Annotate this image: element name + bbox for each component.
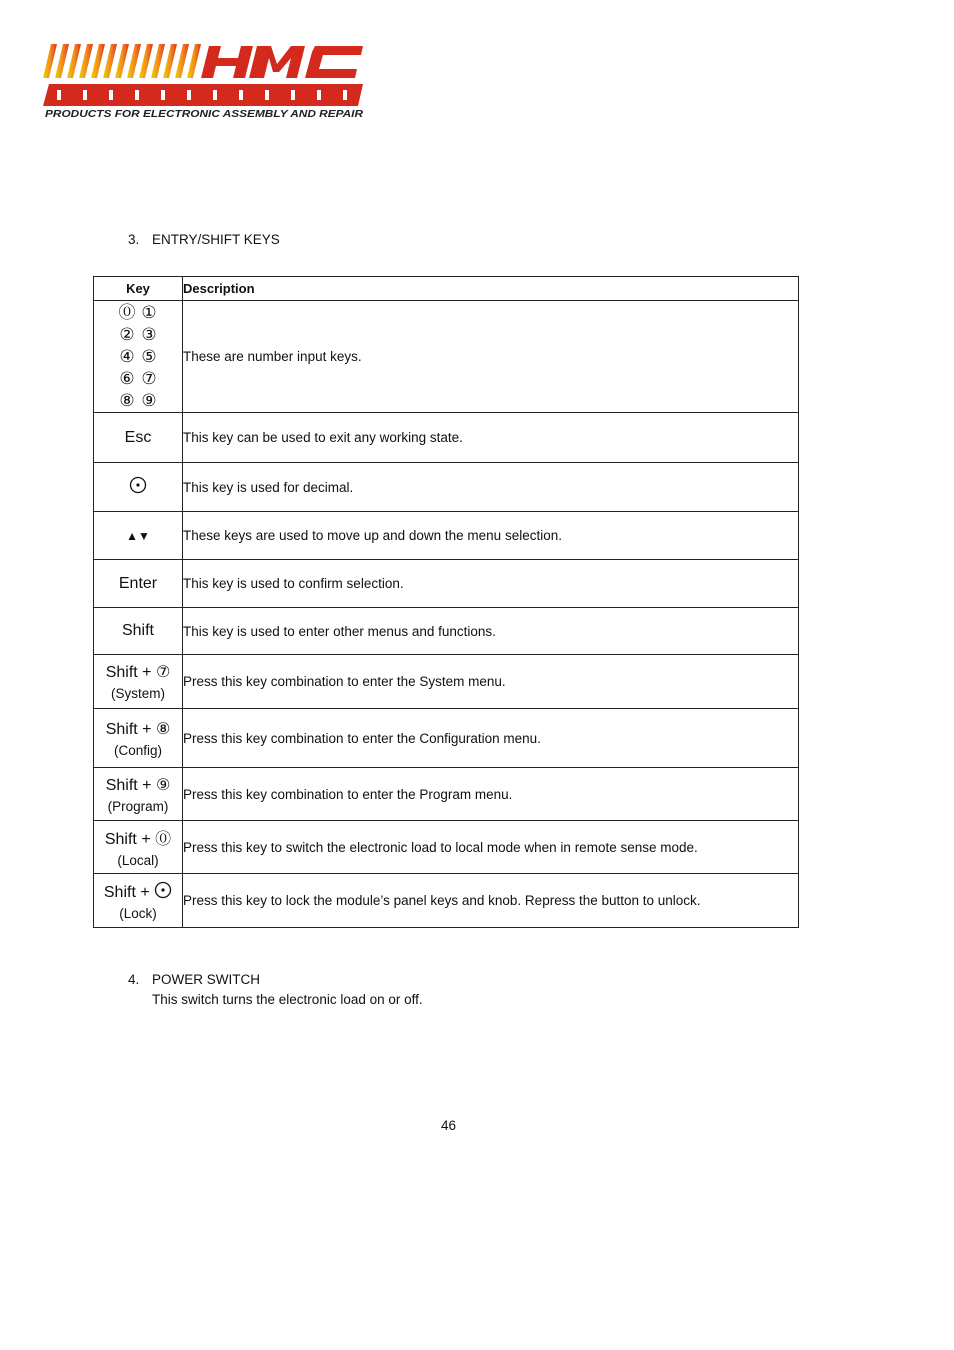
key-combo: Shift + ⑨ [105, 776, 171, 794]
key-cell: Enter [94, 560, 183, 608]
digit-key-2: ② [119, 324, 135, 344]
key-combo: Shift + ⓪ [104, 831, 172, 848]
dot-circle-icon [129, 476, 147, 494]
key-combo-label: (Local) [117, 853, 159, 868]
table-row [94, 413, 799, 463]
key-column-header: Key [94, 277, 183, 301]
description-cell: Press this key combination to enter the Program menu. [183, 768, 799, 821]
table-row [94, 655, 799, 709]
description-cell: These are number input keys. [183, 301, 799, 413]
description-cell: This key is used to confirm selection. [183, 560, 799, 608]
section-4-number: 4. [128, 972, 140, 987]
key-cell [94, 512, 183, 560]
description-cell: These keys are used to move up and down the menu selection. [183, 512, 799, 560]
section-3-number: 3. [128, 232, 140, 247]
table-row [94, 768, 799, 821]
table-header-row [94, 277, 799, 301]
description-cell: This key is used for decimal. [183, 463, 799, 512]
table-row [94, 512, 799, 560]
digit-key-1: ① [141, 302, 157, 322]
description-column-header: Description [183, 277, 799, 301]
key-combo-label: (System) [111, 686, 165, 701]
key-cell: Shift [94, 608, 183, 655]
company-logo [43, 42, 367, 120]
digit-key-4: ④ [119, 346, 135, 366]
up-down-arrow-icon: ▲▼ [126, 528, 150, 543]
key-cell [94, 709, 183, 768]
digit-key-9: ⑨ [141, 390, 157, 410]
key-cell [94, 655, 183, 709]
key-combo: Shift + ⑦ [105, 664, 171, 681]
key-cell [94, 821, 183, 874]
key-cell [94, 463, 183, 512]
section-4 [128, 972, 423, 1007]
dot-circle-icon [154, 881, 172, 899]
key-combo-label: (Lock) [119, 905, 157, 921]
key-cell [94, 874, 183, 928]
digit-key-7: ⑦ [141, 368, 157, 388]
table-row [94, 821, 799, 874]
table-row [94, 560, 799, 608]
number-keys-cell [94, 301, 183, 413]
table-row [94, 608, 799, 655]
digit-key-3: ③ [141, 324, 157, 344]
table-row [94, 463, 799, 512]
description-cell: Press this key to switch the electronic load to local mode when in remote sense mode. [183, 821, 799, 874]
key-combo-label: (Program) [107, 798, 169, 814]
description-cell: This key can be used to exit any working state. [183, 413, 799, 463]
table-row [94, 874, 799, 928]
digit-key-5: ⑤ [141, 346, 157, 366]
key-combo: Shift + ⑧ [105, 720, 171, 738]
table-row [94, 709, 799, 768]
page-number: 46 [441, 1118, 457, 1133]
section-3-title: ENTRY/SHIFT KEYS [152, 232, 280, 247]
section-4-title: POWER SWITCH [152, 972, 260, 987]
hmc-logo-graphic [43, 42, 367, 120]
description-cell: Press this key combination to enter the Configuration menu. [183, 709, 799, 768]
digit-key-8: ⑧ [119, 390, 135, 410]
key-cell: Esc [94, 413, 183, 463]
entry-shift-keys-table [93, 276, 799, 928]
description-cell: This key is used to enter other menus and functions. [183, 608, 799, 655]
digit-key-0: ⓪ [118, 302, 136, 322]
section-4-body: This switch turns the electronic load on or off. [152, 992, 423, 1007]
key-combo-label: (Config) [113, 742, 162, 758]
section-3-heading [128, 232, 280, 247]
key-combo: Shift + [103, 883, 155, 901]
digit-key-6: ⑥ [119, 368, 135, 388]
logo-tagline: PRODUCTS FOR ELECTRONIC ASSEMBLY AND REPAIR [45, 108, 364, 120]
table-row [94, 301, 799, 413]
description-cell: Press this key combination to enter the System menu. [183, 655, 799, 709]
key-cell [94, 768, 183, 821]
description-cell: Press this key to lock the module’s panel keys and knob. Repress the button to unlock. [183, 874, 799, 928]
